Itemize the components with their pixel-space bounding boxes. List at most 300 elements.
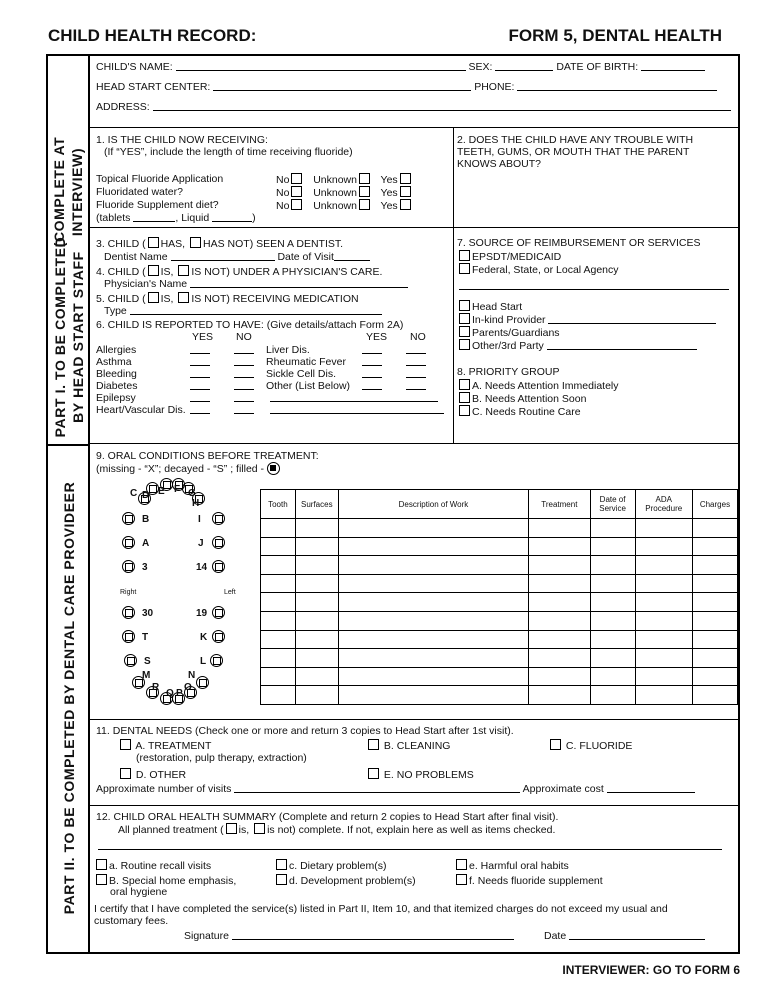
table-cell[interactable] [692, 519, 737, 538]
table-cell[interactable] [295, 593, 338, 612]
q12-line2-start: All planned treatment ( [118, 824, 224, 836]
table-cell[interactable] [261, 649, 296, 668]
q9-title: 9. ORAL CONDITIONS BEFORE TREATMENT: [96, 450, 319, 462]
table-cell[interactable] [635, 630, 692, 649]
q1-water-yes-checkbox[interactable] [400, 186, 411, 197]
tooth-label-D: D [142, 490, 150, 501]
table-cell[interactable] [338, 593, 528, 612]
q7-8-section [454, 228, 740, 444]
table-cell[interactable] [338, 574, 528, 593]
address-field[interactable] [153, 101, 731, 111]
recall-label: a. Routine recall visits [109, 860, 212, 872]
priority-b-checkbox[interactable] [459, 392, 470, 403]
tooth-label-C: C [130, 488, 138, 499]
sex-field[interactable] [495, 61, 553, 71]
certification-line2: customary fees. [94, 915, 169, 927]
signature-field[interactable] [232, 930, 514, 940]
tooth-label-3: 3 [142, 562, 148, 573]
right-no-lines[interactable] [406, 344, 426, 390]
filled-tooth-icon [267, 462, 280, 475]
dob-label: DATE OF BIRTH: [556, 61, 639, 73]
q1-section: 1. IS THE CHILD NOW RECEIVING: (If “YES”, include the length of time receiving fluoride) Topical Fluoride Application Fluoridated water? Fluoride Supplement diet? (tablets , Liquid ) No Unknown Yes No Unknown Yes No Unknown Yes [90, 128, 454, 228]
recall-checkbox[interactable] [96, 859, 107, 870]
table-cell[interactable] [338, 686, 528, 705]
head-start-checkbox[interactable] [459, 300, 470, 311]
q1-diet-yes: Yes [380, 200, 398, 212]
cond-epilepsy: Epilepsy [96, 392, 136, 404]
tooth-B[interactable] [122, 512, 135, 525]
tooth-J[interactable] [212, 536, 225, 549]
q1-liquid-label: , Liquid [175, 212, 210, 224]
tooth-label-K: K [200, 632, 208, 643]
table-row [261, 537, 738, 556]
physician-name-field[interactable] [190, 278, 408, 288]
table-cell[interactable] [529, 630, 590, 649]
other-party-label: Other/3rd Party [472, 340, 544, 352]
q1-diet-no: No [276, 200, 290, 212]
address-label: ADDRESS: [96, 101, 150, 113]
table-cell[interactable] [635, 519, 692, 538]
table-cell[interactable] [529, 686, 590, 705]
table-cell[interactable] [529, 649, 590, 668]
q1-topical-yes: Yes [380, 174, 398, 186]
table-cell[interactable] [692, 537, 737, 556]
side-text-part1: PART I. TO BE COMPLETED [52, 236, 68, 438]
table-cell[interactable] [635, 667, 692, 686]
child-info-section [90, 56, 740, 128]
table-cell[interactable] [529, 593, 590, 612]
other-label: D. OTHER [135, 769, 187, 781]
table-cell[interactable] [529, 556, 590, 575]
table-cell[interactable] [295, 649, 338, 668]
habits-label: e. Harmful oral habits [469, 860, 569, 872]
tooth-label-P: P [176, 688, 183, 699]
table-cell[interactable] [295, 556, 338, 575]
table-cell[interactable] [590, 519, 635, 538]
q1-diet-unknown: Unknown [313, 200, 357, 212]
q9-section [90, 444, 740, 720]
q6-no-head-left: NO [236, 331, 252, 343]
side-label-part2 [48, 444, 90, 952]
tooth-A[interactable] [122, 536, 135, 549]
q4-isnot-label: IS NOT) UNDER A PHYSICIAN'S CARE. [191, 266, 383, 278]
tooth-label-B: B [142, 514, 150, 525]
q6-yes-head-left: YES [192, 331, 214, 343]
table-cell[interactable] [295, 537, 338, 556]
signature-label: Signature [184, 930, 229, 942]
priority-a-checkbox[interactable] [459, 379, 470, 390]
table-cell[interactable] [261, 574, 296, 593]
tooth-label-F: F [174, 484, 181, 495]
tooth-3[interactable] [122, 560, 135, 573]
side-text-part2: PART II. TO BE COMPLETED BY DENTAL CARE PROVIDEER [61, 481, 77, 915]
table-cell[interactable] [295, 611, 338, 630]
priority-b-label: B. Needs Attention Soon [472, 393, 587, 405]
table-cell[interactable] [590, 574, 635, 593]
tooth-label-G: G [188, 488, 196, 499]
q1-note: (If “YES”, include the length of time receiving fluoride) [104, 146, 353, 158]
certification-line1: I certify that I have completed the service(s) listed in Part II, Item 10, and that itemized charges do not exceed my usual and [94, 903, 668, 915]
date-label: Date [544, 930, 567, 942]
tooth-T[interactable] [122, 630, 135, 643]
cond-diabetes: Diabetes [96, 380, 138, 392]
q7-title: 7. SOURCE OF REIMBURSEMENT OR SERVICES [457, 237, 701, 249]
tooth-label-19: 19 [196, 608, 208, 619]
table-cell[interactable] [692, 556, 737, 575]
tooth-L[interactable] [210, 654, 223, 667]
table-cell[interactable] [590, 593, 635, 612]
table-cell[interactable] [261, 519, 296, 538]
tooth-label-14: 14 [196, 562, 208, 573]
q12-isnot-checkbox[interactable] [254, 823, 265, 834]
q1-topical-unknown: Unknown [313, 174, 357, 186]
table-cell[interactable] [261, 667, 296, 686]
q1-water-no: No [276, 187, 290, 199]
head-start-label: Head Start [472, 301, 523, 313]
col-tooth: Tooth [261, 490, 296, 519]
epsdt-checkbox[interactable] [459, 250, 470, 261]
q1-topical-yes-checkbox[interactable] [400, 173, 411, 184]
q12-is-checkbox[interactable] [226, 823, 237, 834]
table-cell[interactable] [295, 519, 338, 538]
table-cell[interactable] [635, 686, 692, 705]
tooth-label-M: M [142, 670, 151, 681]
col-description: Description of Work [338, 490, 528, 519]
q3-6-section [90, 228, 454, 444]
cond-heart: Heart/Vascular Dis. [96, 404, 186, 416]
q11-title: 11. DENTAL NEEDS (Check one or more and return 3 copies to Head Start after 1st visit). [96, 725, 514, 737]
q2-line3: KNOWS ABOUT? [457, 158, 542, 170]
table-cell[interactable] [261, 686, 296, 705]
tooth-label-R: R [152, 682, 160, 693]
q12-section [90, 806, 740, 952]
cleaning-label: B. CLEANING [383, 740, 451, 752]
table-cell[interactable] [338, 537, 528, 556]
q9-legend: (missing - “X”; decayed - “S” ; filled - [96, 463, 265, 475]
table-cell[interactable] [590, 649, 635, 668]
table-cell[interactable] [692, 630, 737, 649]
tooth-K[interactable] [212, 630, 225, 643]
q4-is-checkbox[interactable] [148, 265, 159, 276]
col-surfaces: Surfaces [295, 490, 338, 519]
fluoride-checkbox[interactable] [550, 739, 561, 750]
q5-is-label: IS, [160, 293, 174, 305]
table-cell[interactable] [338, 519, 528, 538]
cost-field[interactable] [607, 783, 695, 793]
q6-title: 6. CHILD IS REPORTED TO HAVE: (Give details/attach Form 2A) [96, 319, 404, 331]
col-ada: ADA Procedure [635, 490, 692, 519]
table-cell[interactable] [338, 667, 528, 686]
table-row [261, 611, 738, 630]
q5-prefix: 5. CHILD ( [96, 293, 146, 305]
treatment-label: A. TREATMENT [135, 740, 212, 752]
treatment-note: (restoration, pulp therapy, extraction) [136, 752, 307, 764]
fluoride-label: C. FLUORIDE [565, 740, 633, 752]
tooth-label-E: E [158, 486, 165, 497]
q6-yes-head-right: YES [366, 331, 388, 343]
tooth-19[interactable] [212, 606, 225, 619]
table-cell[interactable] [692, 611, 737, 630]
q12-is-label: is, [238, 824, 250, 836]
table-row [261, 667, 738, 686]
treatment-checkbox[interactable] [120, 739, 131, 750]
table-cell[interactable] [529, 574, 590, 593]
form-subtitle: FORM 5, DENTAL HEALTH [508, 26, 722, 45]
cond-allergies: Allergies [96, 344, 137, 356]
dietary-label: c. Dietary problem(s) [289, 860, 387, 872]
table-cell[interactable] [692, 686, 737, 705]
q1-tablets-field[interactable] [133, 212, 175, 222]
tooth-30[interactable] [122, 606, 135, 619]
table-cell[interactable] [692, 667, 737, 686]
cond-bleeding: Bleeding [96, 368, 137, 380]
agency-checkbox[interactable] [459, 263, 470, 274]
other-details-line2[interactable] [270, 404, 444, 414]
other-details-line1[interactable] [270, 392, 438, 402]
table-cell[interactable] [692, 593, 737, 612]
agency-label: Federal, State, or Local Agency [472, 264, 619, 276]
q1-topical-no-checkbox[interactable] [291, 173, 302, 184]
q2-line1: 2. DOES THE CHILD HAVE ANY TROUBLE WITH [457, 134, 694, 146]
col-date: Date of Service [590, 490, 635, 519]
tooth-label-I: I [198, 514, 201, 525]
parents-checkbox[interactable] [459, 326, 470, 337]
q2-section [454, 128, 740, 228]
epsdt-label: EPSDT/MEDICAID [472, 251, 562, 263]
inkind-field[interactable] [548, 314, 716, 324]
tooth-label-N: N [188, 670, 196, 681]
date-field[interactable] [569, 930, 705, 940]
fluoride-supp-label: f. Needs fluoride supplement [469, 875, 603, 887]
table-cell[interactable] [692, 574, 737, 593]
table-cell[interactable] [635, 649, 692, 668]
table-cell[interactable] [338, 556, 528, 575]
q3-has-checkbox[interactable] [148, 237, 159, 248]
table-cell[interactable] [529, 519, 590, 538]
q1-diet-yes-checkbox[interactable] [400, 199, 411, 210]
agency-name-field[interactable] [459, 280, 729, 290]
visit-date-label: Date of Visit [277, 251, 334, 263]
table-row [261, 556, 738, 575]
home-emphasis-label: B. Special home emphasis, [109, 875, 237, 887]
q3-hasnot-checkbox[interactable] [190, 237, 201, 248]
q1-tablets-label: (tablets [96, 212, 131, 224]
table-row [261, 519, 738, 538]
q12-line2-end: is not) complete. If not, explain here as well as items checked. [267, 824, 556, 836]
cond-asthma: Asthma [96, 356, 132, 368]
q1-diet-no-checkbox[interactable] [291, 199, 302, 210]
sex-label: SEX: [468, 61, 493, 73]
q4-isnot-checkbox[interactable] [178, 265, 189, 276]
table-cell[interactable] [529, 537, 590, 556]
col-treatment: Treatment [529, 490, 590, 519]
q6-no-head-right: NO [410, 331, 426, 343]
table-cell[interactable] [529, 611, 590, 630]
habits-checkbox[interactable] [456, 859, 467, 870]
table-cell[interactable] [590, 537, 635, 556]
tooth-label-30: 30 [142, 608, 154, 619]
q2-line2: TEETH, GUMS, OR MOUTH THAT THE PARENT [457, 146, 690, 158]
table-cell[interactable] [295, 686, 338, 705]
table-cell[interactable] [590, 667, 635, 686]
q1-water-yes: Yes [380, 187, 398, 199]
q1-water-unknown: Unknown [313, 187, 357, 199]
table-row [261, 630, 738, 649]
tooth-14[interactable] [212, 560, 225, 573]
tooth-label-Q: Q [166, 688, 174, 699]
parents-label: Parents/Guardians [472, 327, 560, 339]
other-party-field[interactable] [547, 340, 697, 350]
center-label: HEAD START CENTER: [96, 81, 211, 93]
phone-label: PHONE: [474, 81, 515, 93]
q1-item-supplement: Fluoride Supplement diet? [96, 199, 219, 211]
no-problems-checkbox[interactable] [368, 768, 379, 779]
table-cell[interactable] [261, 611, 296, 630]
table-cell[interactable] [261, 630, 296, 649]
tooth-label-S: S [144, 656, 151, 667]
child-name-label: CHILD'S NAME: [96, 61, 173, 73]
priority-a-label: A. Needs Attention Immediately [472, 380, 619, 392]
tooth-label-L: L [200, 656, 207, 667]
table-cell[interactable] [692, 649, 737, 668]
tooth-S[interactable] [124, 654, 137, 667]
form-title: CHILD HEALTH RECORD: [48, 26, 257, 45]
child-name-field[interactable] [176, 61, 466, 71]
tooth-N[interactable] [196, 676, 209, 689]
other-checkbox[interactable] [120, 768, 131, 779]
table-cell[interactable] [295, 574, 338, 593]
table-cell[interactable] [295, 630, 338, 649]
table-row [261, 593, 738, 612]
q5-is-checkbox[interactable] [148, 292, 159, 303]
phone-field[interactable] [517, 81, 717, 91]
q3-hasnot-label: HAS NOT) SEEN A DENTIST. [203, 238, 344, 250]
table-cell[interactable] [635, 593, 692, 612]
side-text-staff: BY HEAD START STAFF [70, 251, 86, 423]
oral-hygiene-label: oral hygiene [110, 886, 168, 898]
col-charges: Charges [692, 490, 737, 519]
priority-c-label: C. Needs Routine Care [472, 406, 581, 418]
side-text-interview: INTERVIEW) [69, 147, 85, 237]
q4-is-label: IS, [160, 266, 174, 278]
table-cell[interactable] [261, 593, 296, 612]
table-cell[interactable] [635, 574, 692, 593]
q12-title: 12. CHILD ORAL HEALTH SUMMARY (Complete and return 2 copies to Head Start after final visit). [96, 811, 559, 823]
q1-topical-unknown-checkbox[interactable] [359, 173, 370, 184]
q5-isnot-checkbox[interactable] [178, 292, 189, 303]
table-cell[interactable] [261, 556, 296, 575]
table-cell[interactable] [338, 649, 528, 668]
tooth-label-H: H [192, 498, 200, 509]
fluoride-supp-checkbox[interactable] [456, 874, 467, 885]
tooth-label-J: J [198, 538, 204, 549]
table-cell[interactable] [529, 667, 590, 686]
form-frame [46, 54, 740, 954]
table-row [261, 686, 738, 705]
development-label: d. Development problem(s) [289, 875, 416, 887]
table-cell[interactable] [590, 630, 635, 649]
visits-label: Approximate number of visits [96, 783, 232, 795]
right-yes-lines[interactable] [362, 344, 382, 390]
cleaning-checkbox[interactable] [368, 739, 379, 750]
table-row [261, 574, 738, 593]
work-table [260, 489, 738, 705]
other-party-checkbox[interactable] [459, 339, 470, 350]
cost-label: Approximate cost [522, 783, 604, 795]
table-cell[interactable] [338, 630, 528, 649]
table-row [261, 649, 738, 668]
q3-prefix: 3. CHILD ( [96, 238, 146, 250]
side-text-complete: (COMPLETE AT [51, 136, 67, 248]
q1-water-unknown-checkbox[interactable] [359, 186, 370, 197]
dietary-checkbox[interactable] [276, 859, 287, 870]
no-problems-label: E. NO PROBLEMS [383, 769, 474, 781]
inkind-label: In-kind Provider [472, 314, 546, 326]
table-cell[interactable] [635, 537, 692, 556]
left-yes-lines[interactable] [190, 344, 214, 414]
priority-c-checkbox[interactable] [459, 405, 470, 416]
tooth-I[interactable] [212, 512, 225, 525]
table-cell[interactable] [338, 611, 528, 630]
q1-item-water: Fluoridated water? [96, 186, 183, 198]
q3-has-label: HAS, [160, 238, 186, 250]
table-cell[interactable] [261, 537, 296, 556]
tooth-label-T: T [142, 632, 149, 643]
physician-name-label: Physician's Name [104, 278, 188, 290]
q5-isnot-label: IS NOT) RECEIVING MEDICATION [191, 293, 359, 305]
q1-title: 1. IS THE CHILD NOW RECEIVING: [96, 134, 268, 146]
left-no-lines[interactable] [234, 344, 258, 414]
medication-type-field[interactable] [130, 305, 382, 315]
medication-type-label: Type [104, 305, 127, 317]
explanation-field[interactable] [98, 840, 722, 850]
visits-field[interactable] [234, 783, 520, 793]
q1-item-topical: Topical Fluoride Application [96, 173, 224, 185]
footer-instruction: INTERVIEWER: GO TO FORM 6 [562, 963, 740, 977]
q1-water-no-checkbox[interactable] [291, 186, 302, 197]
table-cell[interactable] [590, 686, 635, 705]
table-cell[interactable] [295, 667, 338, 686]
table-cell[interactable] [590, 611, 635, 630]
q8-title: 8. PRIORITY GROUP [457, 366, 560, 378]
table-cell[interactable] [590, 556, 635, 575]
dentist-name-label: Dentist Name [104, 251, 168, 263]
tooth-label-A: A [142, 538, 150, 549]
table-cell[interactable] [635, 556, 692, 575]
center-field[interactable] [213, 81, 471, 91]
development-checkbox[interactable] [276, 874, 287, 885]
q1-topical-no: No [276, 174, 290, 186]
q1-liquid-field[interactable] [212, 212, 252, 222]
visit-date-field[interactable] [334, 251, 370, 261]
side-label-part1 [48, 226, 90, 448]
inkind-checkbox[interactable] [459, 313, 470, 324]
right-side-label: Right [120, 589, 137, 596]
dentist-name-field[interactable] [171, 251, 275, 261]
q11-section [90, 720, 740, 806]
cond-liver: Liver Dis. [266, 344, 310, 356]
q1-diet-unknown-checkbox[interactable] [359, 199, 370, 210]
cond-other: Other (List Below) [266, 380, 351, 392]
home-emphasis-checkbox[interactable] [96, 874, 107, 885]
dob-field[interactable] [641, 61, 705, 71]
tooth-label-O: O [184, 682, 192, 693]
cond-rheumatic: Rheumatic Fever [266, 356, 346, 368]
left-side-label: Left [224, 589, 236, 596]
q4-prefix: 4. CHILD ( [96, 266, 146, 278]
cond-sickle: Sickle Cell Dis. [266, 368, 337, 380]
table-cell[interactable] [635, 611, 692, 630]
